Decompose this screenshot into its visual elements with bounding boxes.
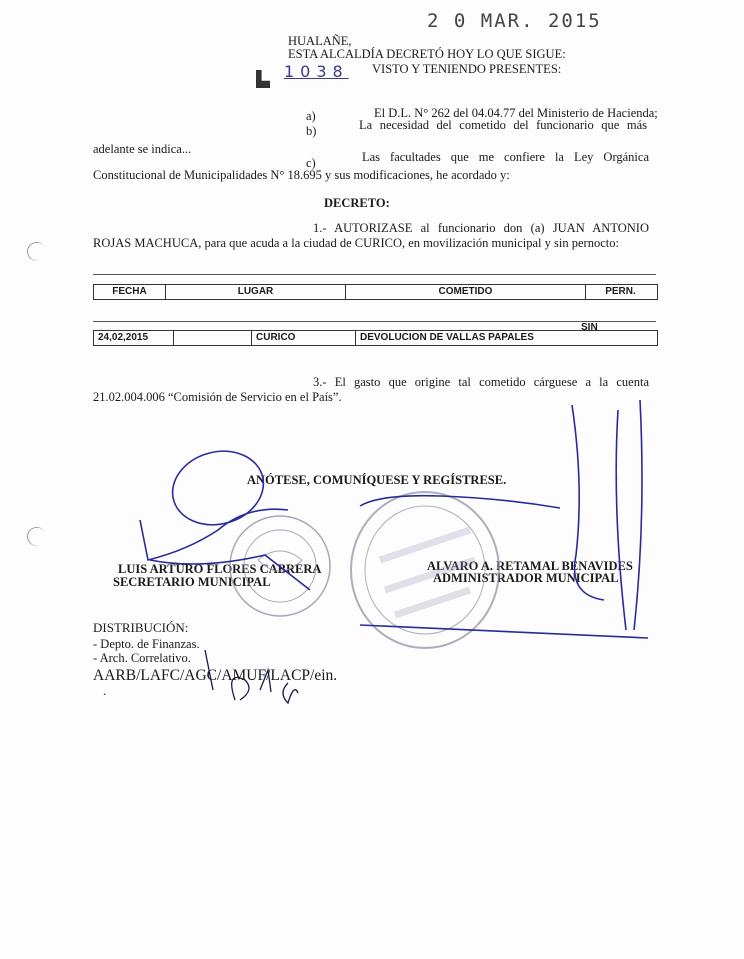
decree-item3-line2: 21.02.004.006 “Comisión de Servicio en el País”. bbox=[93, 390, 342, 404]
consideration-b-letter: b) bbox=[306, 124, 317, 138]
visto-label: VISTO Y TENIENDO PRESENTES: bbox=[372, 62, 562, 76]
decree-heading: DECRETO: bbox=[324, 196, 390, 210]
distribution-item-archivo: - Arch. Correlativo. bbox=[93, 651, 191, 665]
consideration-a-text: El D.L. N° 262 del 04.04.77 del Ministerio de Hacienda; bbox=[374, 106, 658, 120]
header-pern: PERN. bbox=[605, 286, 636, 297]
consideration-b-continuation: adelante se indica... bbox=[93, 142, 192, 156]
distribution-item-finanzas: - Depto. de Finanzas. bbox=[93, 637, 200, 651]
distribution-initials: AARB/LAFC/AGC/AMUF/LACP/ein. bbox=[93, 667, 338, 684]
right-seal-stamp bbox=[351, 492, 499, 648]
consideration-c-continuation: Constitucional de Municipalidades N° 18.695 y sus modificaciones, he acordado y: bbox=[93, 168, 510, 182]
consideration-b-text: La necesidad del cometido del funcionario que más bbox=[359, 118, 647, 132]
cell-fecha: 24,02,2015 bbox=[94, 331, 174, 345]
right-signer-title: ADMINISTRADOR MUNICIPAL bbox=[433, 571, 619, 585]
right-signer-name: ALVARO A. RETAMAL BENAVIDES bbox=[427, 559, 633, 573]
right-handwritten-signature bbox=[360, 400, 648, 638]
header-fecha: FECHA bbox=[94, 285, 166, 299]
cell-cometido: DEVOLUCION DE VALLAS PAPALES bbox=[360, 332, 534, 343]
decree-number: 1038 bbox=[284, 62, 349, 81]
closing-formula: ANÓTESE, COMUNÍQUESE Y REGÍSTRESE. bbox=[247, 473, 507, 487]
cell-pern: SIN bbox=[581, 322, 598, 333]
left-signer-name: LUIS ARTURO FLORES CABRERA bbox=[118, 562, 322, 576]
distribution-dot: . bbox=[103, 684, 107, 698]
cell-lugar: CURICO bbox=[252, 331, 356, 345]
header-lugar: LUGAR bbox=[166, 285, 346, 299]
distribution-heading: DISTRIBUCIÓN: bbox=[93, 620, 189, 635]
consideration-c-letter: c) bbox=[306, 156, 316, 170]
consideration-c-text: Las facultades que me confiere la Ley Orgánica bbox=[362, 150, 649, 164]
decree-item1-line1: 1.- AUTORIZASE al funcionario don (a) JUAN ANTONIO bbox=[313, 221, 649, 235]
header-cometido: COMETIDO bbox=[346, 285, 586, 299]
decree-item3-line1: 3.- El gasto que origine tal cometido cárguese a la cuenta bbox=[313, 375, 649, 389]
consideration-a-letter: a) bbox=[306, 109, 316, 123]
city-label: HUALAÑE, bbox=[288, 34, 352, 48]
date-stamp: 2 0 MAR. 2015 bbox=[427, 10, 602, 32]
left-signer-title: SECRETARIO MUNICIPAL bbox=[113, 575, 271, 589]
decree-item1-line2: ROJAS MACHUCA, para que acuda a la ciudad de CURICO, en movilización municipal y sin pernocto: bbox=[93, 236, 619, 250]
decree-intro: ESTA ALCALDÍA DECRETÓ HOY LO QUE SIGUE: bbox=[288, 47, 566, 61]
